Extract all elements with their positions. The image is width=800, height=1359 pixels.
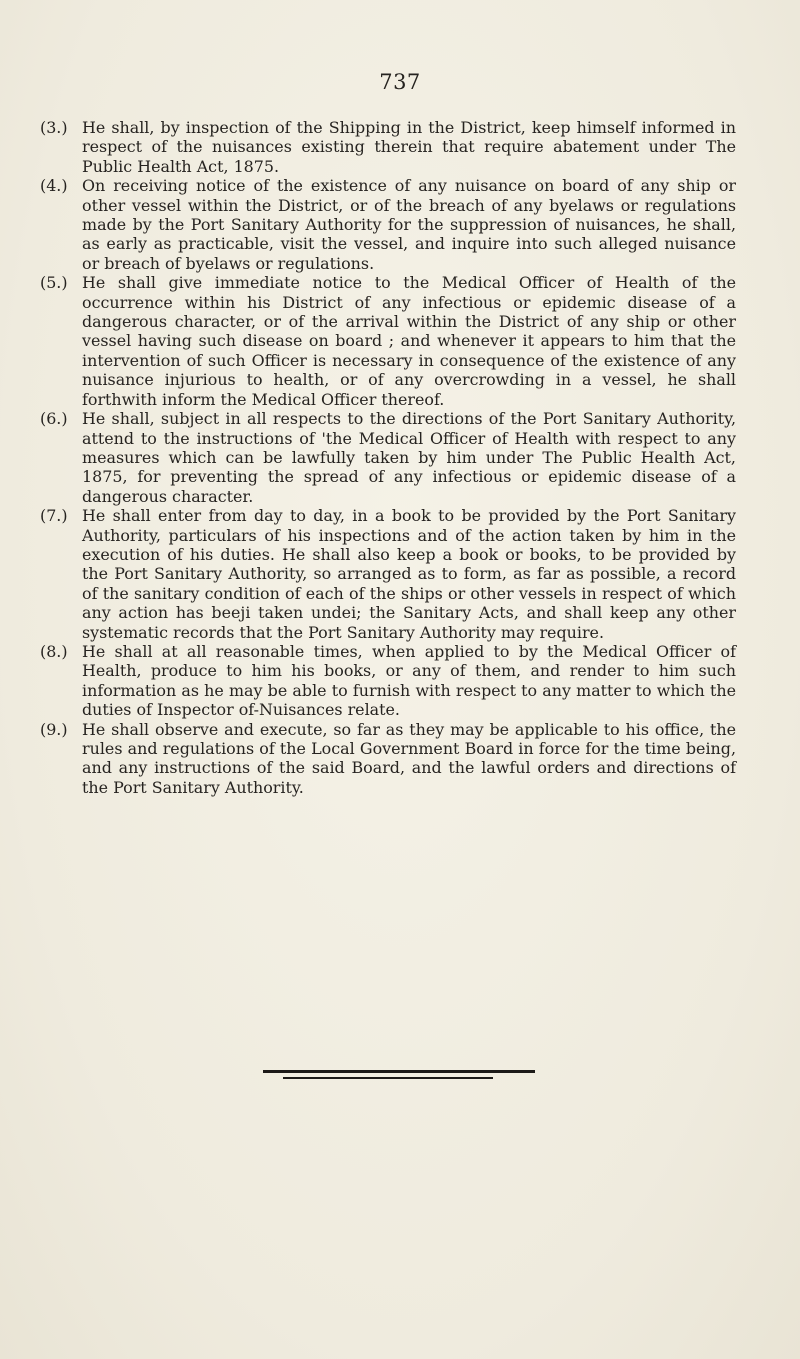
clause-text: He shall observe and execute, so far as they may be applicable to his office, the rules and regulations of the Local Government Board in force for the time being, and any instructions of the said Board, and the lawful orders and directions of the Port Sanitary Authority. [82, 719, 736, 797]
clause-number: (9.) [40, 719, 68, 739]
section-divider [263, 1070, 535, 1073]
clause-number: (8.) [40, 641, 68, 661]
page-number: 737 [379, 70, 421, 94]
clause-5 [40, 273, 736, 409]
clause-8 [40, 642, 736, 720]
clause-number: (4.) [40, 176, 68, 196]
clause-number: (5.) [40, 273, 68, 293]
clause-text: He shall give immediate notice to the Medical Officer of Health of the occurrence within his District of any infectious or epidemic disease of a dangerous character, or of the arrival within the District of any ship or other vessel having such disease on board ; and whenever it appears to him that the intervention of such Officer is necessary in consequence of the existence of any nuisance injurious to health, or of any overcrowding in a vessel, he shall forthwith inform the Medical Officer thereof. [82, 273, 736, 409]
clause-text: On receiving notice of the existence of any nuisance on board of any ship or other vessel within the District, or of the breach of any byelaws or regulations made by the Port Sanitary Authority for the suppression of nuisances, he shall, as early as practicable, visit the vessel, and inquire into such alleged nuisance or breach of byelaws or regulations. [82, 176, 736, 273]
clause-number: (3.) [40, 118, 68, 137]
clause-text: He shall enter from day to day, in a book to be provided by the Port Sanitary Authority, particulars of his inspections and of the action taken by him in the execution of his duties. He shall also keep a book or books, to be provided by the Port Sanitary Authority, so arranged as to form, as far as possible, a record of the sanitary condition of each of the ships or other vessels in respect of which any action has beeji taken undei; the Sanitary Acts, and shall keep any other systematic records that the Port Sanitary Authority may require. [82, 506, 736, 642]
clause-text: He shall, subject in all respects to the directions of the Port Sanitary Authority, attend to the instructions of 'the Medical Officer of Health with respect to any measures which can be lawfully taken by him under The Public Health Act, 1875, for preventing the spread of any infectious or epidemic disease of a dangerous character. [82, 409, 736, 506]
clause-text: He shall, by inspection of the Shipping in the District, keep himself informed in respect of the nuisances existing therein that require abatement under The Public Health Act, 1875. [82, 118, 736, 176]
section-divider-secondary [283, 1077, 493, 1079]
clause-7 [40, 506, 736, 642]
clause-6 [40, 409, 736, 506]
clause-9 [40, 720, 736, 798]
clause-number: (7.) [40, 506, 68, 526]
clause-4 [40, 176, 736, 273]
clause-text: He shall at all reasonable times, when applied to by the Medical Officer of Health, produce to him his books, or any of them, and render to him such information as he may be able to furnish with respect to any matter to which the duties of Inspector of-Nuisances relate. [82, 641, 736, 720]
regulations-list [40, 118, 736, 797]
clause-3 [40, 118, 736, 176]
clause-number: (6.) [40, 409, 68, 429]
